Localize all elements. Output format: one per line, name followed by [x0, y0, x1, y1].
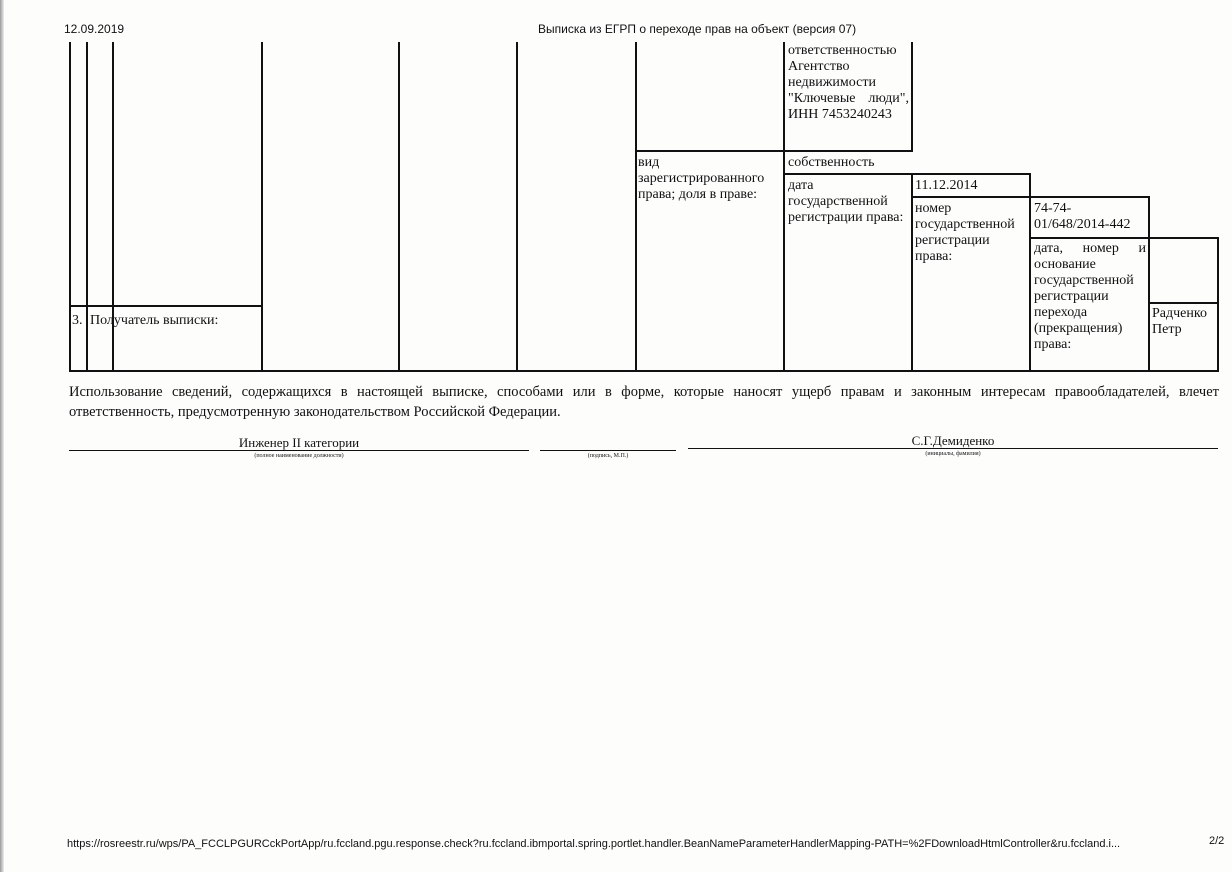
usage-notice: Использование сведений, содержащихся в настоящей выписке, способами или в форме, которые наносят ущерб правам и законным интересам правообладателей, влечет ответственность, предусмотренную законодательством Российской Федерации.	[69, 384, 1219, 420]
page-number: 2/2	[1209, 835, 1225, 847]
recipient-label: Получатель выписки:	[90, 313, 219, 328]
right-type-value: собственность	[788, 155, 875, 170]
recipient-value: Радченко Петр	[1152, 306, 1207, 337]
position-line	[69, 450, 529, 451]
print-date: 12.09.2019	[64, 22, 125, 36]
reg-date-label: дата государственной регистрации права:	[788, 178, 904, 225]
signature-line	[540, 450, 676, 451]
reg-number-label: номер государственной регистрации права:	[915, 201, 1015, 264]
right-type-label: вид зарегистрированного права; доля в праве:	[638, 155, 765, 202]
footer-url: https://rosreestr.ru/wps/PA_FCCLPGURCckPortApp/ru.fccland.pgu.response.check?ru.fccland.ibmportal.spring.portlet.handler.BeanNameParameterHandlerMapping-PATH=%2FDownloadHtmlController&ru.fccland.i...	[67, 838, 1121, 850]
transfer-basis-label: дата, номер и основание государственной регистрации перехода (прекращения) права:	[1034, 241, 1146, 352]
row-number: 3.	[72, 313, 83, 328]
page-header-title: Выписка из ЕГРП о переходе прав на объект (версия 07)	[538, 22, 857, 36]
name-caption: (инициалы, фамилия)	[925, 451, 981, 457]
scan-edge	[0, 0, 4, 872]
name-line	[688, 448, 1218, 449]
reg-date-value: 11.12.2014	[915, 178, 978, 193]
signature-caption: (подпись, М.П.)	[587, 453, 629, 459]
position-caption: (полное наименование должности)	[254, 453, 344, 459]
signer-position: Инженер II категории	[238, 435, 360, 450]
owner-name: ответственностью Агентство недвижимости "Ключевые люди", ИНН 7453240243	[788, 43, 909, 122]
signer-name: С.Г.Демиденко	[911, 433, 995, 448]
reg-number-value: 74-74-01/648/2014-442	[1034, 201, 1131, 232]
